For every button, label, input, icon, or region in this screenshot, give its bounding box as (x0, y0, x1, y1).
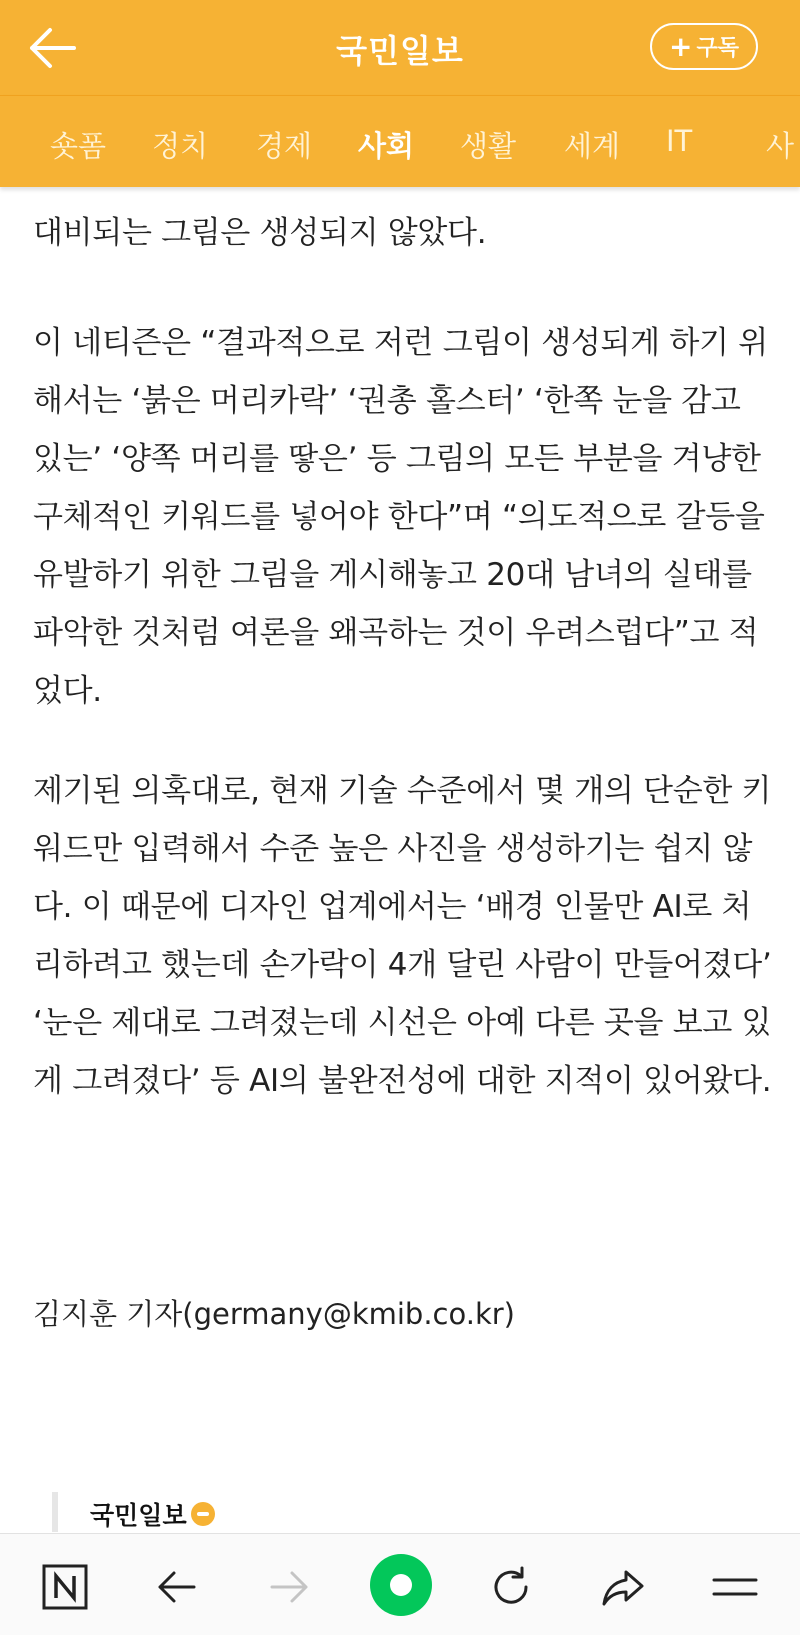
article-paragraph: 이 네티즌은 “결과적으로 저런 그림이 생성되게 하기 위해서는 ‘붉은 머리카락’ ‘권총 홀스터’ ‘한쪽 눈을 감고 있는’ ‘양쪽 머리를 땋은’ 등 그림의 모든 부분을 겨냥한 구체적인 키워드를 넣어야 한다”며 “의도적으로 갈등을 유발하기 위한 그림을 게시해놓고 20대 남녀의 실태를 파악한 것처럼 여론을 왜곡하는 것이 우려스럽다”고 적었다. (33, 325, 768, 709)
tab-economy[interactable]: 경제 (256, 129, 313, 163)
article-paragraph: 대비되는 그림은 생성되지 않았다. (33, 215, 487, 251)
bottom-toolbar (0, 1533, 800, 1635)
tab-it[interactable]: IT (666, 124, 693, 158)
tab-society[interactable]: 사회 (358, 129, 415, 163)
back-arrow-icon[interactable] (152, 1562, 202, 1612)
article-paragraph: 제기된 의혹대로, 현재 기술 수준에서 몇 개의 단순한 키워드만 입력해서 수준 높은 사진을 생성하기는 쉽지 않다. 이 때문에 디자인 업계에서는 ‘배경 인물만 AI로 처리하려고 했는데 손가락이 4개 달린 사람이 만들어졌다’ ‘눈은 제대로 그려졌는데 시선은 아예 다른 곳을 보고 있게 그려졌다’ 등 AI의 불완전성에 대한 지적이 있어왔다. (33, 773, 772, 1099)
tab-world[interactable]: 세계 (564, 129, 621, 163)
subscribe-button[interactable] (650, 23, 758, 70)
tab-more[interactable]: 사 (766, 129, 795, 163)
refresh-icon[interactable] (486, 1562, 536, 1612)
reporter-byline: 김지훈 기자(germany@kmib.co.kr) (33, 1297, 515, 1331)
subscribe-label: 구독 (696, 36, 739, 61)
green-dot-inner (390, 1574, 412, 1596)
press-logo (90, 1496, 215, 1532)
category-tabs (0, 95, 800, 187)
tab-politics[interactable]: 정치 (152, 129, 209, 163)
tab-shortform[interactable]: 숏폼 (50, 129, 107, 163)
logo-mark-icon (191, 1502, 215, 1526)
green-dot-button[interactable] (370, 1554, 432, 1616)
app-header (0, 0, 800, 95)
tab-living[interactable]: 생활 (460, 129, 517, 163)
page-title: 국민일보 (336, 32, 464, 70)
press-logo-text: 국민일보 (90, 1501, 187, 1530)
logo-divider (52, 1492, 58, 1532)
plus-icon: + (669, 29, 693, 63)
forward-arrow-icon[interactable] (264, 1562, 314, 1612)
share-icon[interactable] (598, 1562, 648, 1612)
naver-n-icon[interactable] (40, 1562, 90, 1612)
menu-icon[interactable] (710, 1562, 760, 1612)
